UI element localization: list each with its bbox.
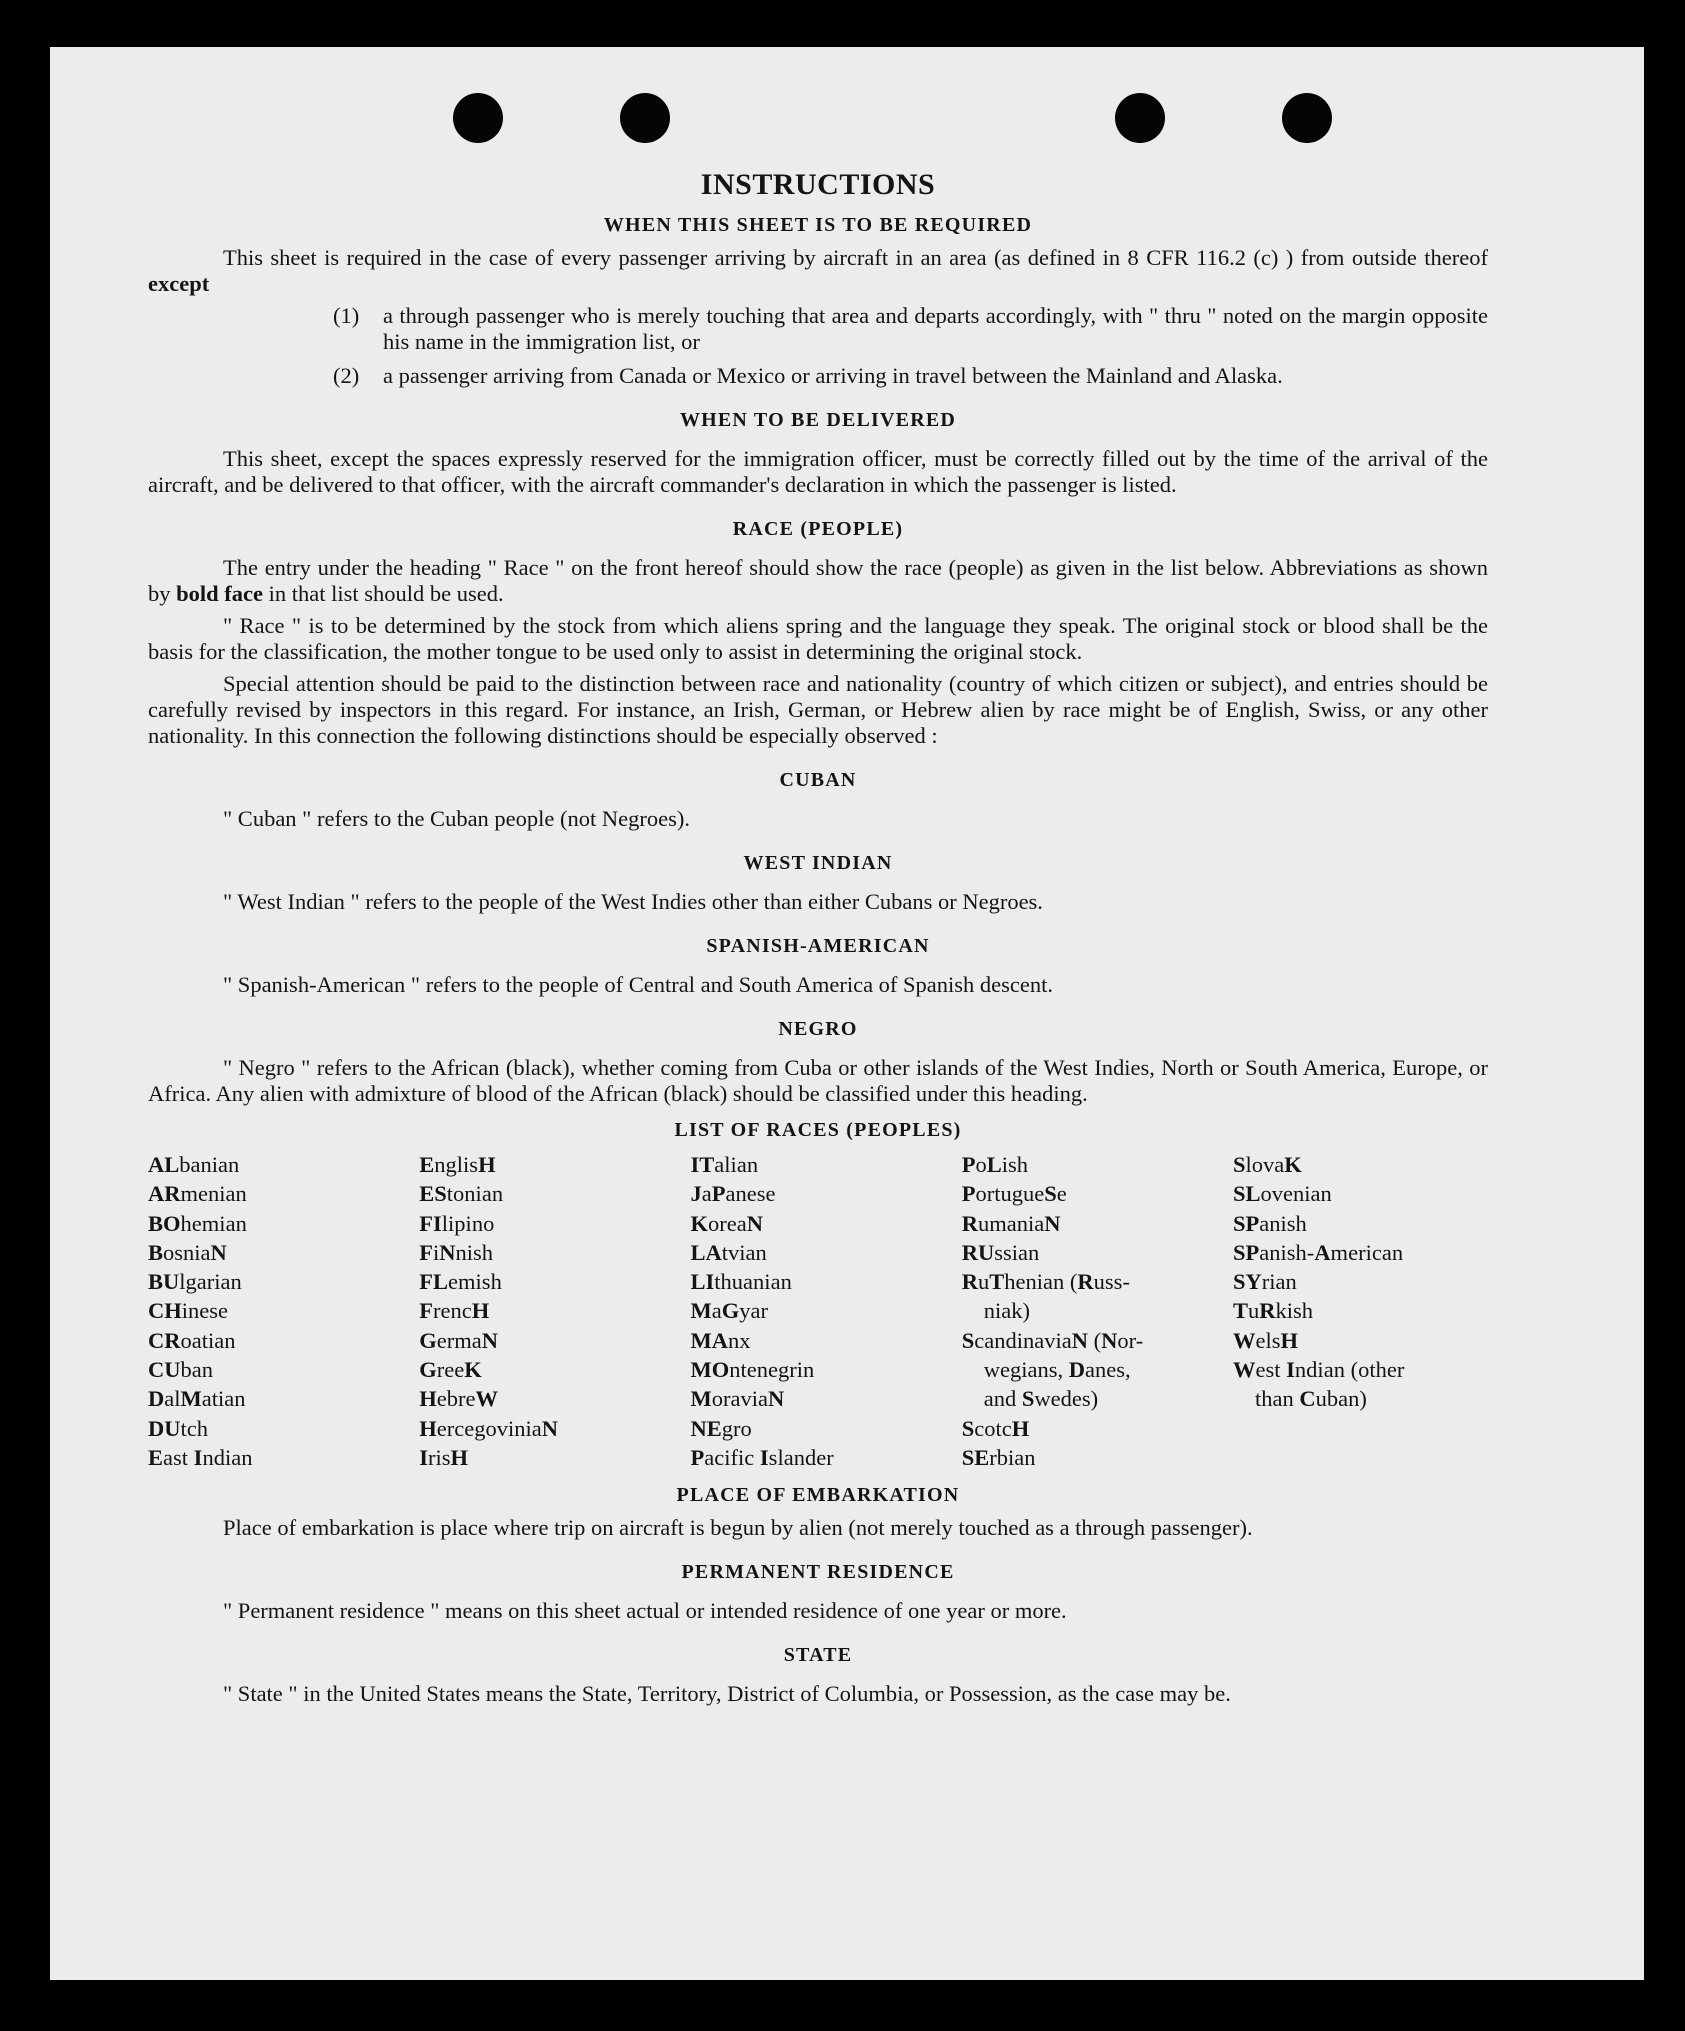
- when-required-intro: This sheet is required in the case of every passenger arriving by aircraft in an area (as defined in 8 CFR 116.2 (c) ) from outside thereof except: [148, 245, 1488, 296]
- race-entry: LIthuanian: [690, 1269, 792, 1295]
- section-heading-list-of-races: LIST OF RACES (PEOPLES): [674, 1119, 962, 1141]
- race-entry: SYrian: [1233, 1269, 1297, 1295]
- race-entry: GermaN: [419, 1327, 499, 1353]
- race-entry: RuThenian (Russ-: [961, 1269, 1130, 1295]
- race-entry: MoraviaN: [690, 1386, 785, 1412]
- race-entry: DUtch: [148, 1415, 209, 1441]
- race-entry: ARmenian: [148, 1181, 247, 1207]
- race-entry: SPanish-American: [1233, 1239, 1404, 1265]
- race-entry: BOhemian: [148, 1210, 247, 1236]
- section-heading-spanish-american: SPANISH-AMERICAN: [706, 935, 930, 957]
- race-entry: PortugueSe: [961, 1181, 1067, 1207]
- section-heading-when-delivered: WHEN TO BE DELIVERED: [679, 409, 957, 431]
- race-entry: SPanish: [1233, 1210, 1307, 1236]
- race-entry: MOntenegrin: [690, 1357, 815, 1383]
- race-entry: than Cuban): [1255, 1386, 1367, 1412]
- race-entry: RUssian: [961, 1239, 1040, 1265]
- west-indian-text: " West Indian " refers to the people of the West Indies other than either Cubans or Negroes.: [223, 889, 1043, 914]
- section-heading-negro: NEGRO: [778, 1018, 858, 1040]
- race-entry: MaGyar: [690, 1298, 769, 1324]
- race-entry: FiNnish: [419, 1239, 494, 1265]
- race-entry: SlovaK: [1233, 1152, 1302, 1177]
- document-content: [148, 118, 1488, 1713]
- race-entry: BUlgarian: [148, 1269, 242, 1295]
- race-entry: DalMatian: [148, 1386, 246, 1412]
- race-entry: NEgro: [690, 1415, 752, 1441]
- race-entry: ScandinaviaN (Nor-: [961, 1327, 1144, 1353]
- section-heading-permanent-residence: PERMANENT RESIDENCE: [681, 1561, 955, 1584]
- race-column: [691, 1150, 946, 1472]
- race-entry: HercegoviniaN: [419, 1415, 559, 1441]
- race-entry: SLovenian: [1233, 1181, 1332, 1207]
- race-entry: CRoatian: [148, 1327, 236, 1353]
- race-entry: FLemish: [419, 1269, 502, 1295]
- negro-text: " Negro " refers to the African (black), whether coming from Cuba or other islands of the West Indies, North or South America, Europe, or Africa. Any alien with admixture of blood of the African (black) should be classified under this heading.: [148, 1055, 1488, 1106]
- section-heading-cuban: CUBAN: [779, 769, 857, 791]
- document-title: INSTRUCTIONS: [700, 168, 936, 201]
- clause-2: (2) a passenger arriving from Canada or Mexico or arriving in travel between the Mainland and Alaska.: [333, 363, 1283, 388]
- race-entry: East Indian: [148, 1444, 253, 1470]
- race-entry: RumaniaN: [961, 1210, 1061, 1236]
- section-heading-race: RACE (PEOPLE): [732, 518, 904, 540]
- list-of-races: [148, 1150, 1488, 1472]
- race-paragraph-1: The entry under the heading " Race " on the front hereof should show the race (people) as given in the list below. Abbreviations as shown by bold face in that list should be used.: [148, 555, 1488, 606]
- race-entry: EStonian: [419, 1181, 504, 1207]
- race-entry: ITalian: [690, 1152, 759, 1177]
- race-entry: ScotcH: [961, 1415, 1030, 1441]
- race-entry: LAtvian: [690, 1239, 767, 1265]
- race-entry: EnglisH: [419, 1152, 496, 1177]
- race-entry: wegians, Danes,: [983, 1357, 1131, 1383]
- spanish-american-text: " Spanish-American " refers to the people of Central and South America of Spanish descent.: [223, 972, 1054, 997]
- race-column: [148, 1150, 403, 1472]
- race-entry: IrisH: [419, 1444, 469, 1470]
- race-paragraph-3: Special attention should be paid to the distinction between race and nationality (country of which citizen or subject), and entries should be carefully revised by inspectors in this regard. For instance, an Irish, German, or Hebrew alien by race might be of English, Swiss, or any other nationality. In this connection the following distinctions should be especially observed :: [148, 671, 1488, 748]
- race-entry: WelsH: [1233, 1327, 1299, 1353]
- race-entry: SErbian: [961, 1444, 1036, 1470]
- cuban-text: " Cuban " refers to the Cuban people (not Negroes).: [223, 806, 690, 831]
- section-heading-state: STATE: [783, 1644, 853, 1667]
- race-entry: TuRkish: [1233, 1298, 1314, 1324]
- race-entry: and Swedes): [983, 1386, 1099, 1412]
- race-entry: niak): [983, 1298, 1031, 1324]
- race-entry: CHinese: [148, 1298, 229, 1324]
- clause-1: (1) a through passenger who is merely touching that area and departs accordingly, with " thru " noted on the margin opposite his name in the immigration list, or: [333, 303, 1488, 354]
- race-entry: FrencH: [419, 1298, 490, 1324]
- section-heading-west-indian: WEST INDIAN: [743, 852, 893, 874]
- race-entry: BosniaN: [148, 1239, 227, 1265]
- race-entry: FIlipino: [419, 1210, 495, 1236]
- race-entry: CUban: [148, 1357, 213, 1383]
- race-column: [1233, 1150, 1488, 1472]
- race-entry: GreeK: [419, 1357, 482, 1383]
- race-paragraph-2: " Race " is to be determined by the stock from which aliens spring and the language they speak. The original stock or blood shall be the basis for the classification, the mother tongue to be used only to assist in determining the original stock.: [148, 613, 1488, 664]
- race-entry: KoreaN: [690, 1210, 764, 1236]
- state-text: " State " in the United States means the State, Territory, District of Columbia, or Possession, as the case may be.: [223, 1681, 1231, 1707]
- place-of-embarkation-text: Place of embarkation is place where trip on aircraft is begun by alien (not merely touched as a through passenger).: [223, 1515, 1253, 1541]
- race-column: [962, 1150, 1217, 1472]
- race-entry: ALbanian: [148, 1152, 240, 1177]
- race-entry: Pacific Islander: [690, 1444, 834, 1470]
- race-entry: JaPanese: [690, 1181, 776, 1207]
- when-delivered-text: This sheet, except the spaces expressly reserved for the immigration officer, must be correctly filled out by the time of the arrival of the aircraft, and be delivered to that officer, with the aircraft commander's declaration in which the passenger is listed.: [148, 446, 1488, 497]
- permanent-residence-text: " Permanent residence " means on this sheet actual or intended residence of one year or more.: [223, 1598, 1067, 1624]
- race-column: [419, 1150, 674, 1472]
- race-entry: HebreW: [419, 1386, 499, 1412]
- race-entry: PoLish: [961, 1152, 1029, 1177]
- race-entry: West Indian (other: [1233, 1357, 1405, 1383]
- race-entry: MAnx: [690, 1327, 751, 1353]
- section-heading-place-of-embarkation: PLACE OF EMBARKATION: [676, 1484, 960, 1507]
- section-heading-when-required: WHEN THIS SHEET IS TO BE REQUIRED: [603, 214, 1033, 236]
